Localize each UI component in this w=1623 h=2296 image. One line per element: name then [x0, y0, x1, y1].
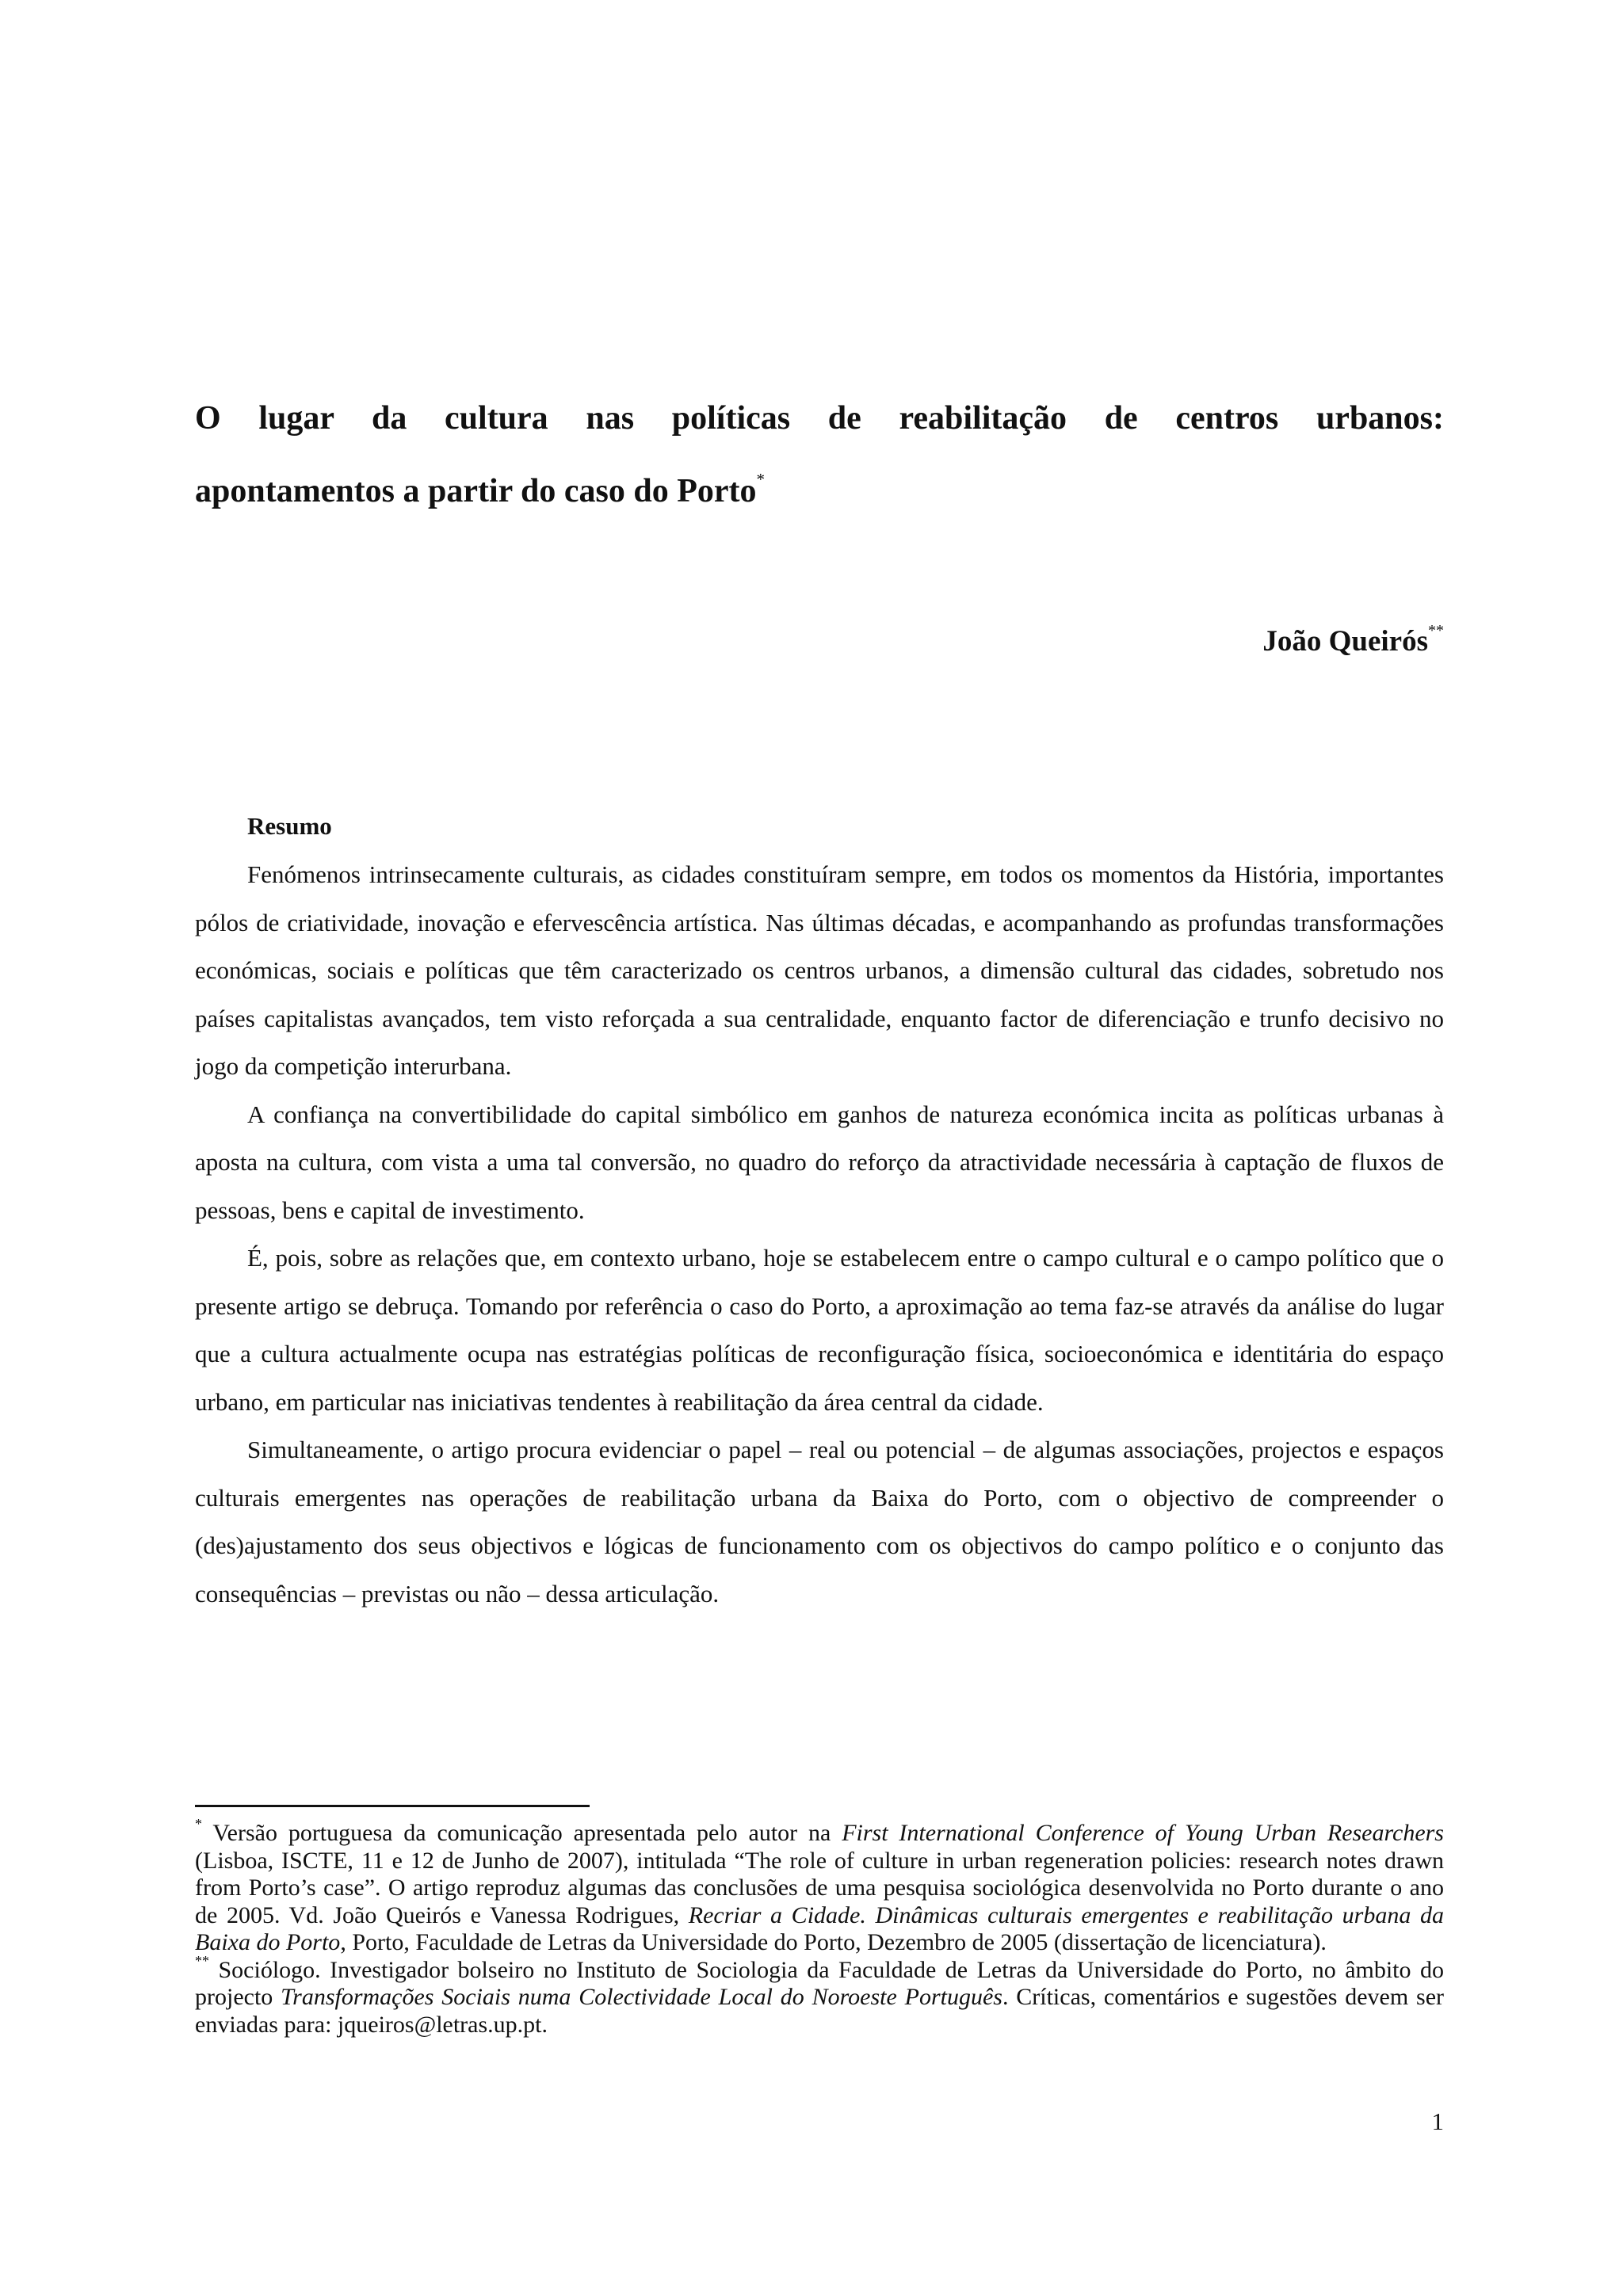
abstract-paragraph-4: Simultaneamente, o artigo procura evidenciar o papel – real ou potencial – de algumas associações, projectos e espaços culturais emergentes nas operações de reabilitação urbana da Baixa do Porto, com o objectivo de compreender o (des)ajustamento dos seus objectivos e lógicas de funcionamento com os objectivos do campo político e o conjunto das consequências – previstas ou não – dessa articulação.	[195, 1436, 1444, 1608]
footnote-2-project-title: Transformações Sociais numa Colectividade Local do Noroeste Português	[281, 1984, 1002, 2010]
footnote-1-mark: *	[195, 1816, 202, 1832]
footnotes	[195, 1816, 1444, 2039]
title-line-2-text: apontamentos a partir do caso do Porto	[195, 473, 757, 509]
footnote-1-text-c: , Porto, Faculdade de Letras da Universidade do Porto, Dezembro de 2005 (dissertação de licenciatura).	[340, 1929, 1327, 1955]
footnote-1-text-a: Versão portuguesa da comunicação apresentada pelo autor na	[202, 1820, 842, 1846]
footnote-2-text-a: Sociólogo. Investigador bolseiro no Instituto de Sociologia da Faculdade de Letras da Universidade do Porto, no âmbito do projecto	[195, 1956, 1444, 2010]
abstract-paragraph-3: É, pois, sobre as relações que, em contexto urbano, hoje se estabelecem entre o campo cultural e o campo político que o presente artigo se debruça. Tomando por referência o caso do Porto, a aproximação ao tema faz-se através da análise do lugar que a cultura actualmente ocupa nas estratégias políticas de reconfiguração física, socioeconómica e identitária do espaço urbano, em particular nas iniciativas tendentes à reabilitação da área central da cidade.	[195, 1244, 1444, 1416]
footnote-1-conference-title: First International Conference of Young Urban Researchers	[842, 1820, 1444, 1846]
abstract-section	[195, 802, 1444, 1618]
footnote-2-mark: **	[195, 1952, 209, 1969]
page-number: 1	[1431, 2107, 1444, 2135]
author-name-text: João Queirós	[1262, 625, 1428, 658]
author-name	[1262, 621, 1444, 658]
title-footnote-mark: *	[756, 470, 766, 489]
footnote-2	[195, 1952, 1444, 2039]
footnote-2-text-b: . Críticas, comentários e sugestões devem ser enviadas para: jqueiros@letras.up.pt.	[195, 1984, 1444, 2038]
footnote-1-thesis-title: Recriar a Cidade. Dinâmicas culturais emergentes e reabilitação urbana da Baixa do Porto	[195, 1901, 1444, 1955]
title-line-2	[195, 455, 1444, 528]
footnote-1-text-b: (Lisboa, ISCTE, 11 e 12 de Junho de 2007), intitulada “The role of culture in urban regeneration policies: research notes drawn from Porto’s case”. O artigo reproduz algumas das conclusões de uma pesquisa sociológica desenvolvida no Porto durante o ano de 2005. Vd. João Queirós e Vanessa Rodrigues,	[195, 1847, 1444, 1928]
footnote-1	[195, 1816, 1444, 1957]
paper-title	[195, 382, 1444, 528]
author-footnote-mark: **	[1428, 621, 1444, 639]
title-line-1: O lugar da cultura nas políticas de reabilitação de centros urbanos:	[195, 400, 1444, 437]
abstract-heading: Resumo	[247, 812, 332, 840]
abstract-paragraph-1: Fenómenos intrinsecamente culturais, as cidades constituíram sempre, em todos os momentos da História, importantes pólos de criatividade, inovação e efervescência artística. Nas últimas décadas, e acompanhando as profundas transformações económicas, sociais e políticas que têm caracterizado os centros urbanos, a dimensão cultural das cidades, sobretudo nos países capitalistas avançados, tem visto reforçada a sua centralidade, enquanto factor de diferenciação e trunfo decisivo no jogo da competição interurbana.	[195, 860, 1444, 1080]
abstract-paragraph-2: A confiança na convertibilidade do capital simbólico em ganhos de natureza económica incita as políticas urbanas à aposta na cultura, com vista a uma tal conversão, no quadro do reforço da atractividade necessária à captação de fluxos de pessoas, bens e capital de investimento.	[195, 1100, 1444, 1224]
footnote-separator	[195, 1805, 590, 1807]
